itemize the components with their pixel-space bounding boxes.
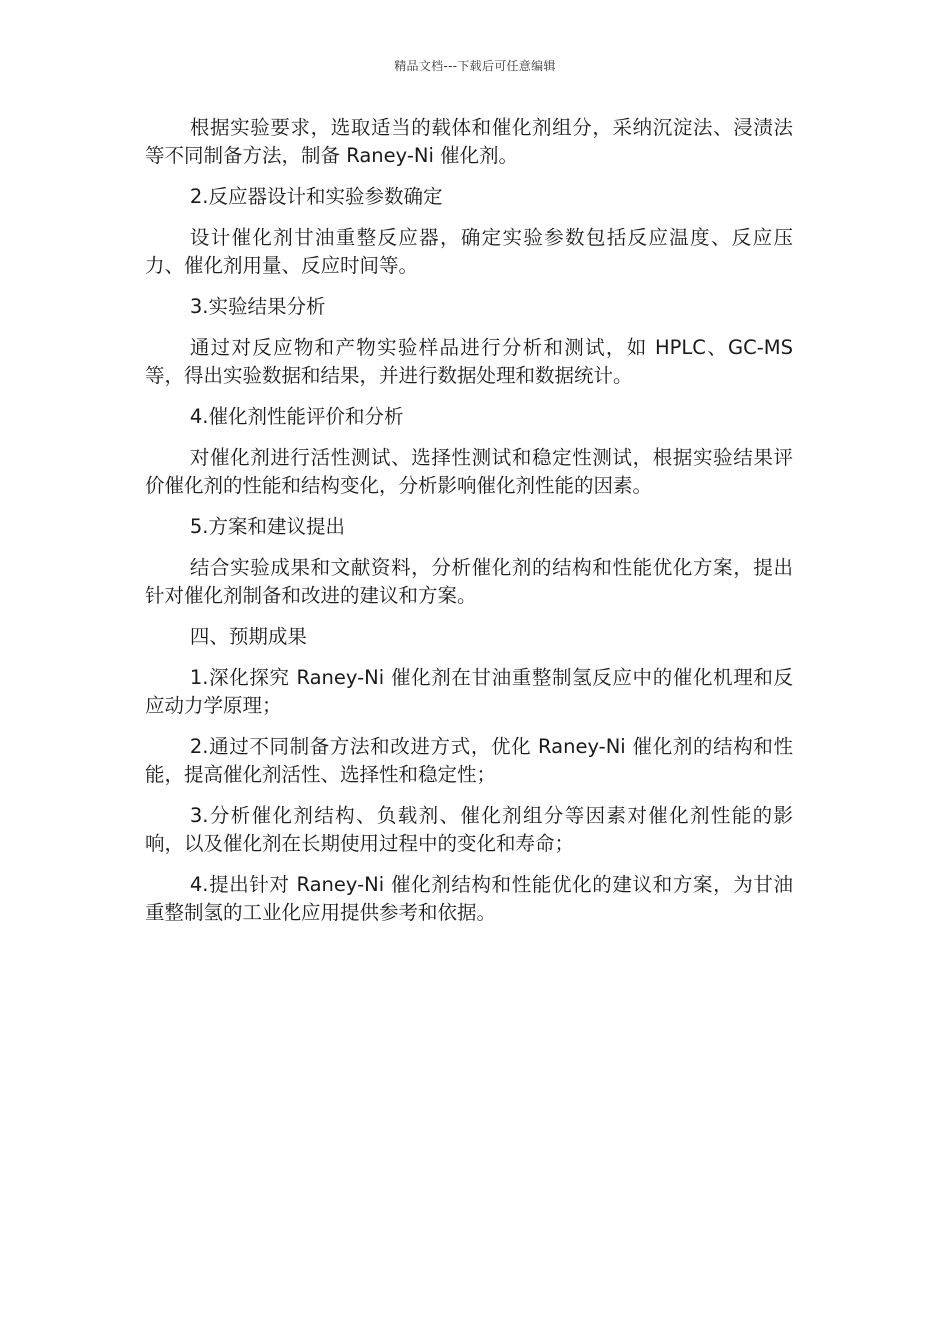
- heading-performance-evaluation: 4.催化剂性能评价和分析: [189, 405, 404, 428]
- section-title-expected-outcomes: 四、预期成果: [189, 625, 307, 648]
- heading-reactor-design: 2.反应器设计和实验参数确定: [189, 185, 443, 208]
- paragraph-result-analysis: 通过对反应物和产物实验样品进行分析和测试，如 HPLC、GC-MS 等，得出实验数据和结果，并进行数据处理和数据统计。: [145, 336, 793, 387]
- page-header-watermark: 精品文档---下载后可任意编辑: [394, 59, 556, 73]
- paragraph-reactor-design: 设计催化剂甘油重整反应器，确定实验参数包括反应温度、反应压力、催化剂用量、反应时间等。: [145, 226, 793, 277]
- heading-proposals: 5.方案和建议提出: [189, 515, 345, 538]
- document-body: [145, 114, 793, 940]
- outcome-item-1: 1.深化探究 Raney-Ni 催化剂在甘油重整制氢反应中的催化机理和反应动力学原理；: [145, 666, 793, 717]
- outcome-item-4: 4.提出针对 Raney-Ni 催化剂结构和性能优化的建议和方案，为甘油重整制氢的工业化应用提供参考和依据。: [145, 873, 793, 924]
- outcome-item-3: 3.分析催化剂结构、负载剂、催化剂组分等因素对催化剂性能的影响，以及催化剂在长期使用过程中的变化和寿命；: [145, 804, 793, 855]
- outcome-item-2: 2.通过不同制备方法和改进方式，优化 Raney-Ni 催化剂的结构和性能，提高催化剂活性、选择性和稳定性；: [145, 735, 793, 786]
- heading-result-analysis: 3.实验结果分析: [189, 295, 326, 318]
- paragraph-proposals: 结合实验成果和文献资料，分析催化剂的结构和性能优化方案，提出针对催化剂制备和改进的建议和方案。: [145, 556, 793, 607]
- paragraph-performance-evaluation: 对催化剂进行活性测试、选择性测试和稳定性测试，根据实验结果评价催化剂的性能和结构变化，分析影响催化剂性能的因素。: [145, 446, 793, 497]
- paragraph-catalyst-preparation: 根据实验要求，选取适当的载体和催化剂组分，采纳沉淀法、浸渍法等不同制备方法，制备 Raney-Ni 催化剂。: [145, 116, 793, 167]
